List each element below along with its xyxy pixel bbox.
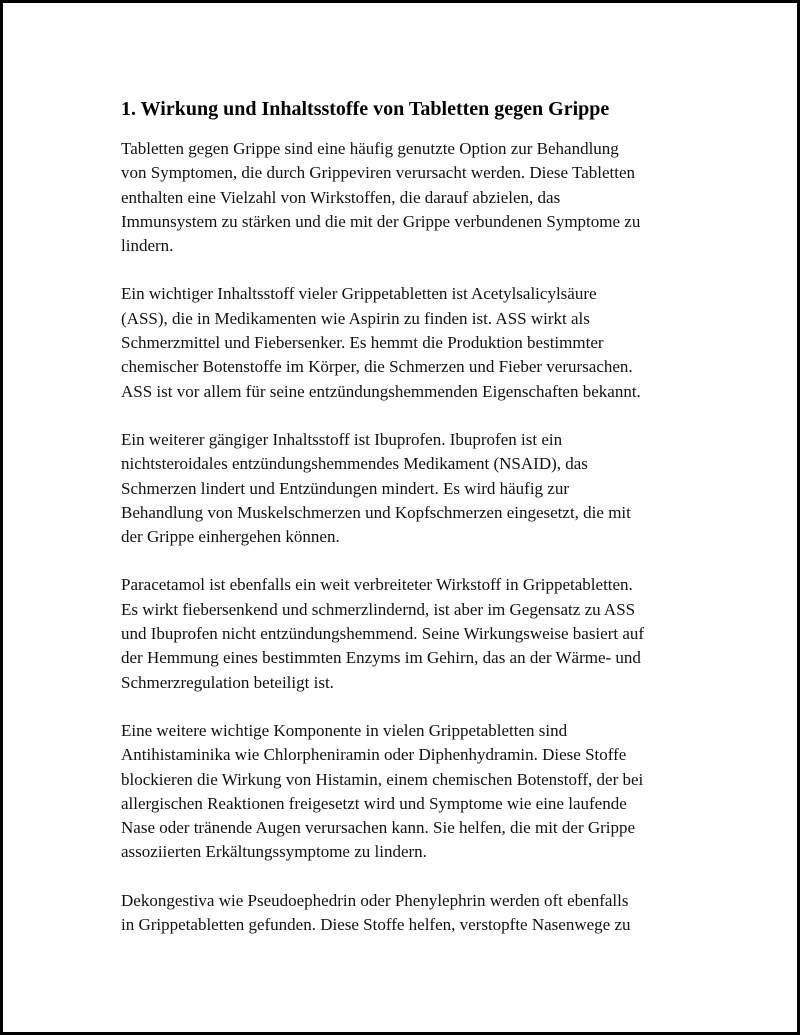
- body-paragraph: [121, 719, 701, 865]
- text-line: assoziierten Erkältungssymptome zu lindern.: [121, 842, 427, 862]
- text-line: Schmerzen lindert und Entzündungen mindert. Es wird häufig zur: [121, 478, 570, 498]
- text-line: in Grippetabletten gefunden. Diese Stoffe helfen, verstopfte Nasenwege zu: [121, 915, 631, 935]
- section-heading: 1. Wirkung und Inhaltsstoffe von Tabletten gegen Grippe: [121, 98, 610, 120]
- text-line: und Ibuprofen nicht entzündungshemmend. Seine Wirkungsweise basiert auf: [121, 624, 645, 644]
- text-line: der Hemmung eines bestimmten Enzyms im Gehirn, das an der Wärme- und: [121, 648, 641, 668]
- text-line: Nase oder tränende Augen verursachen kann. Sie helfen, die mit der Grippe: [121, 818, 636, 838]
- document-content: [121, 95, 701, 961]
- body-paragraph: [121, 282, 701, 403]
- text-line: Paracetamol ist ebenfalls ein weit verbreiteter Wirkstoff in Grippetabletten.: [121, 575, 633, 595]
- text-line: lindern.: [121, 236, 174, 256]
- text-line: Immunsystem zu stärken und die mit der Grippe verbundenen Symptome zu: [121, 211, 641, 231]
- text-line: Behandlung von Muskelschmerzen und Kopfschmerzen eingesetzt, die mit: [121, 502, 631, 522]
- text-line: (ASS), die in Medikamenten wie Aspirin zu finden ist. ASS wirkt als: [121, 308, 590, 328]
- text-line: der Grippe einhergehen können.: [121, 527, 340, 547]
- text-line: Tabletten gegen Grippe sind eine häufig genutzte Option zur Behandlung: [121, 139, 619, 158]
- text-line: blockieren die Wirkung von Histamin, einem chemischen Botenstoff, der bei: [121, 769, 644, 789]
- text-line: Ein wichtiger Inhaltsstoff vieler Grippetabletten ist Acetylsalicylsäure: [121, 284, 597, 304]
- text-line: ASS ist vor allem für seine entzündungshemmenden Eigenschaften bekannt.: [121, 381, 641, 401]
- text-line: Dekongestiva wie Pseudoephedrin oder Phenylephrin werden oft ebenfalls: [121, 890, 629, 910]
- text-line: Antihistaminika wie Chlorpheniramin oder Diphenhydramin. Diese Stoffe: [121, 745, 627, 765]
- text-line: enthalten eine Vielzahl von Wirkstoffen, die darauf abzielen, das: [121, 187, 561, 207]
- text-line: von Symptomen, die durch Grippeviren verursacht werden. Diese Tabletten: [121, 163, 636, 183]
- text-line: Ein weiterer gängiger Inhaltsstoff ist Ibuprofen. Ibuprofen ist ein: [121, 429, 563, 449]
- text-line: allergischen Reaktionen freigesetzt wird und Symptome wie eine laufende: [121, 793, 627, 813]
- text-line: Es wirkt fiebersenkend und schmerzlindernd, ist aber im Gegensatz zu ASS: [121, 599, 636, 619]
- paragraph-list: [121, 137, 701, 937]
- body-paragraph: [121, 573, 701, 694]
- text-line: Schmerzregulation beteiligt ist.: [121, 672, 334, 692]
- text-line: Schmerzmittel und Fiebersenker. Es hemmt die Produktion bestimmter: [121, 333, 604, 353]
- body-paragraph: [121, 889, 701, 938]
- text-line: nichtsteroidales entzündungshemmendes Medikament (NSAID), das: [121, 454, 588, 474]
- body-paragraph: [121, 428, 701, 549]
- text-line: Eine weitere wichtige Komponente in vielen Grippetabletten sind: [121, 720, 568, 740]
- body-paragraph: [121, 137, 701, 258]
- text-line: chemischer Botenstoffe im Körper, die Schmerzen und Fieber verursachen.: [121, 357, 633, 377]
